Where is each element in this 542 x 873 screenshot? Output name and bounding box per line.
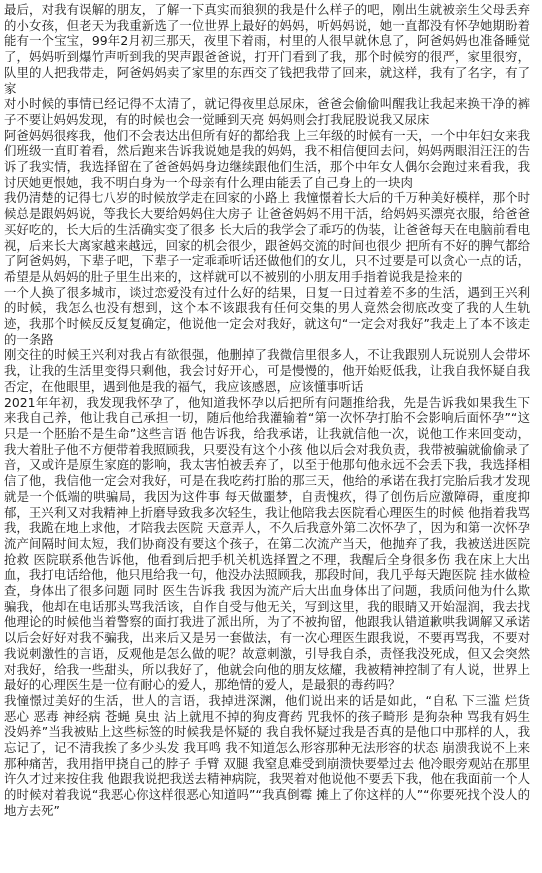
paragraph-abuse: 我憧憬过美好的生活，世人的言语，我掉进深渊，他们说出来的话是如此，“自私 下三滥 烂货 恶心 恶毒 神经病 苍蝇 臭虫 沾上就甩不掉的狗皮膏药 咒我怀的孩子畸形 是狗杂种 骂我有妈生没妈养”当我被贴上这些标签的时候我是怀疑的 我自我怀疑过我是否真的是他口中那样的人，我忘记了，记不清我挨了多少头发 我耳鸣 我不知道怎么形容那种无法形容的状态 崩溃我说不上来那种痛苦，我用指甲挠自己的脖子 手臂 双腿 我窒息难受到崩溃快要晕过去 他冷眼旁观站在那里许久才过来按住我 他跟我说把我送去精神病院，我哭着对他说他不要丢下我，他在我面前一个人的时候对着我说“我恶心你这样很恶心知道吗”“我真倒霉 摊上了你这样的人”“你要死找个没人的地方去死” — [4, 692, 530, 818]
paragraph-childhood-bedwetting: 对小时候的事情已经记得不太清了，就记得夜里总尿床，爸爸会偷偷叫醒我让我起来换干净的裤子不要让妈妈发现，有的时候也会一觉睡到天亮 妈妈则会打我屁股说我又尿床 — [4, 96, 530, 127]
paragraph-meeting-partner: 一个人换了很多城市，谈过恋爱没有过什么好的结果，日复一日过着差不多的生活，遇到王兴利的时候，我怎么也没有想到，这个本不该跟我有任何交集的男人竟然会彻底改变了我的人生轨迹，我那个时候反反复复确定，他说他一定会对我好，就这句“一定会对我好”我走上了本不该走的一条路 — [4, 284, 530, 347]
paragraph-control: 刚交往的时候王兴利对我占有欲很强，他删掉了我微信里很多人，不让我跟别人玩说别人会带坏我，让我的生活里变得只剩他，我会讨好开心，可是慢慢的，他开始贬低我，让我自我怀疑自我否定，在他眼里，遇到他是我的福气，我应该感恩，应该懂事听话 — [4, 347, 530, 394]
paragraph-growing-up: 我仍清楚的记得七八岁的时候放学走在回家的小路上 我憧憬着长大后的千万种美好模样，那个时候总是跟妈妈说，等我长大要给妈妈住大房子 让爸爸妈妈不用干活，给妈妈买漂亮衣服，给爸爸买好吃的，长大后的生活确实变了很多 长大后的我学会了乖巧的伪装，让爸爸每天在电脑前看电视，后来长大离家越来越远，回家的机会很少，跟爸妈交流的时间也很少 把所有不好的脾气都给了阿爸妈妈，下辈子吧，下辈子一定乖乖听话还做他们的女儿，只不过要是可以贪心一点的话，希望是从妈妈的肚子里生出来的，这样就可以不被别的小朋友用手指着说我是捡来的 — [4, 190, 530, 284]
paragraph-birth-mother: 阿爸妈妈很疼我，他们不会表达出但所有好的都给我 上三年级的时候有一天，一个中年妇女来我们班级一直盯着看，然后跑来告诉我说她是我的妈妈，我不相信便回去问，妈妈两眼泪汪汪的告诉了我实情，我选择留在了爸爸妈妈身边继续跟他们生活，那个中年女人偶尔会跑过来看我，我讨厌她更恨她，我不明白身为一个母亲有什么理由能丢了自己身上的一块肉 — [4, 127, 530, 190]
paragraph-pregnancy: 2021年年初，我发现我怀孕了，他知道我怀孕以后把所有问题推给我，先是告诉我如果我生下来我自己养，他让我自己承担一切，随后他给我灌输着“第一次怀孕打胎不会影响后面怀孕”“这只是一个胚胎不是生命”这些言语 他告诉我，给我承诺，让我就信他一次，说他工作来回变动，我大着肚子他不方便带着我照顾我，只要没有这个小孩 他以后会对我负责，我带被骗就偷偷录了音，又或许是原生家庭的影响，我太害怕被丢弃了，以至于他那句他永远不会丢下我，我选择相信了他，我信他一定会对我好，可是在我吃药打胎的那三天，他给的承诺在我打完胎后我才发现就是一个低端的哄骗局，我因为这件事 每天做噩梦，自责愧疚，得了创伤后应激障碍，重度抑郁，王兴利又对我精神上折磨导致我多次轻生，我让他陪我去医院看心理医生的时候 他指着我骂我，我跪在地上求他，才陪我去医院 天意弄人，不久后我意外第二次怀孕了，因为和第一次怀孕流产间隔时间太短，我们协商没有要这个孩子，在第二次流产当天，他抛弃了我，我被送进医院抢救 医院联系他告诉他，他看到后把手机关机选择置之不理，我醒后全身很多伤 我在床上大出血，我打电话给他，他只甩给我一句，他没办法照顾我，那段时间，我几乎每天跑医院 挂水做检查，身体出了很多问题 同时 医生告诉我 我因为流产后大出血身体出了问题，我质问他为什么欺骗我，他却在电话那头骂我活该，自作自受与他无关，写到这里，我的眼睛又开始湿润，我去找他理论的时候他当着警察的面打我进了派出所，为了不被拘留，他跟我认错道歉哄我调解又承诺以后会好好对我不骗我，出来后又是另一套做法，有一次心理医生跟我说，不要再骂我，不要对我说刺激性的言语，反观他是怎么做的呢？故意刺激，引导我自杀，责怪我没死成，但又会突然对我好，给我一些甜头，所以我好了，他就会向他的朋友炫耀，我被精神控制了有人说，世界上最好的心理医生是一位有耐心的爱人，那绝情的爱人，是最狠的毒药吗？ — [4, 394, 530, 693]
paragraph-origin-story: 最后，对我有误解的朋友，了解一下真实而狼狈的我是什么样子的吧，刚出生就被亲生父母丢弃的小女孩，但老天为我重新选了一位世界上最好的妈妈，听妈妈说，她一直都没有怀孕她期盼着能有一个宝宝，99年2月初三那天，夜里下着雨，村里的人很早就休息了，阿爸妈妈也准备睡觉了，妈妈听到爆竹声听到我的哭声跟爸爸说，打开门看到了我，那个时候穷的很严，家里很穷，队里的人把我带走，阿爸妈妈卖了家里的东西交了钱把我带了回来，就这样，我有了名字，有了家 — [4, 2, 530, 96]
